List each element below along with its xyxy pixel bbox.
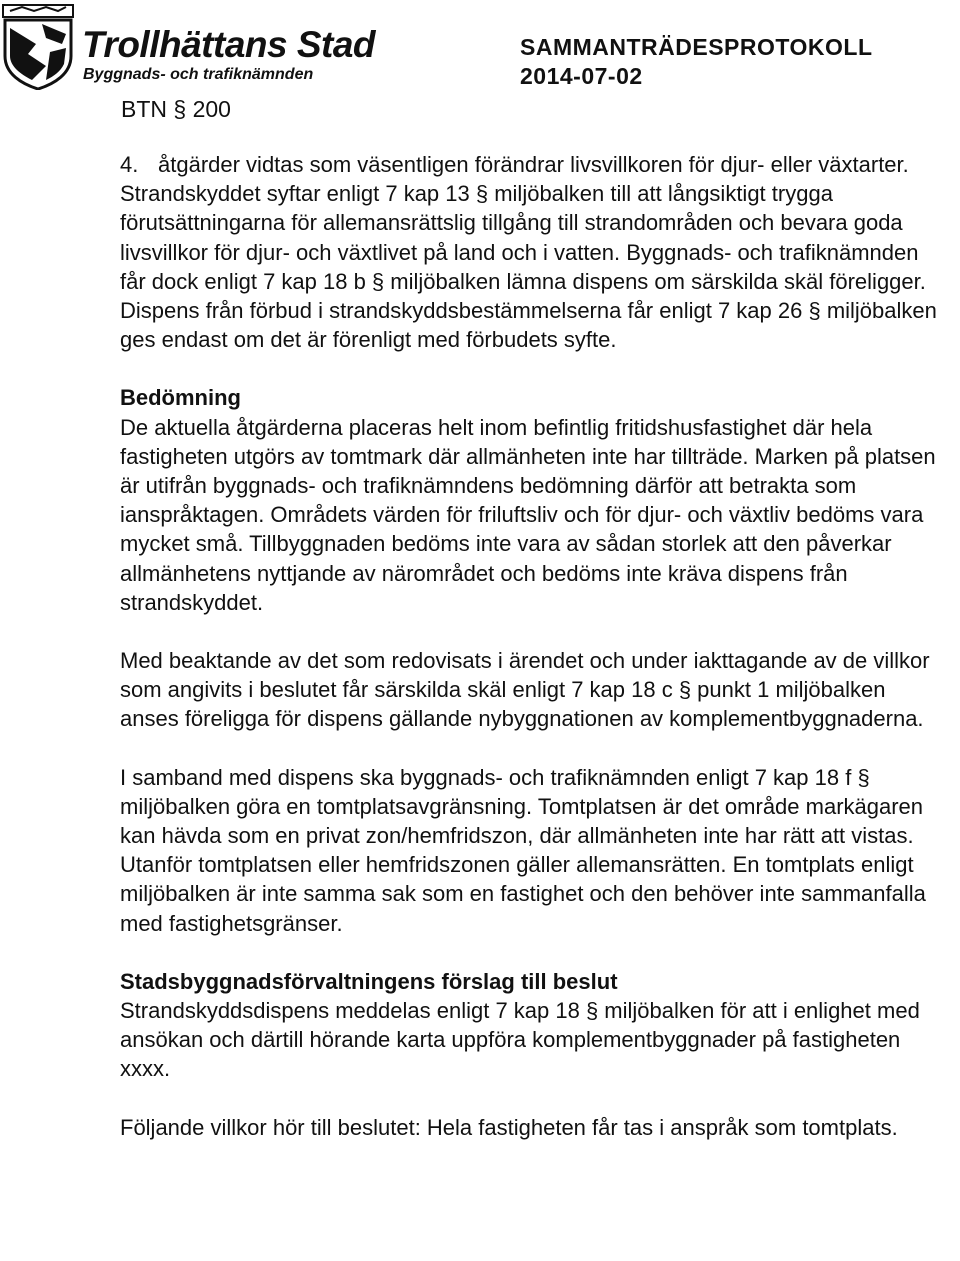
document-date: 2014-07-02 <box>520 63 643 89</box>
paragraph-strandskydd: Strandskyddet syftar enligt 7 kap 13 § miljöbalken till att långsiktigt trygga förutsättningarna för allemansrättslig tillgång till strandområden och bevara goda livsvillkor för djur- och växtlivet på land och i vatten. Byggnads- och trafiknämnden får dock enligt 7 kap 18 b § miljöbalken lämna dispens om särskilda skäl föreligger. Dispens från förbud i strandskyddsbestämmelserna får enligt 7 kap 26 § miljöbalken ges endast om det är förenligt med förbudets syfte. <box>120 181 937 353</box>
page-header <box>0 0 960 95</box>
heading-proposal: Stadsbyggnadsförvaltningens förslag till beslut <box>120 968 618 994</box>
paragraph-proposal: Strandskyddsdispens meddelas enligt 7 kap 18 § miljöbalken för att i enlighet med ansökan och därtill hörande karta uppföra komplementbyggnader på fastigheten xxxx. <box>120 998 920 1082</box>
paragraph-conditions: Följande villkor hör till beslutet: Hela fastigheten får tas i anspråk som tomtplats. <box>120 1114 898 1140</box>
organization-name: Trollhättans Stad <box>82 24 376 65</box>
paragraph-assessment: De aktuella åtgärderna placeras helt inom befintlig fritidshusfastighet där hela fastigheten utgörs av tomtmark där allmänheten inte har tillträde. Marken på platsen är utifrån byggnads- och trafiknämndens bedömning därför att betrakta som ianspråktagen. Områdets värden för friluftsliv och för djur- och växtliv bedöms vara mycket små. Tillbyggnaden bedöms inte vara av sådan storlek att den påverkar allmänhetens nyttjande av närområdet och bedöms inte kräva dispens från strandskyddet. <box>120 414 936 615</box>
document-body <box>120 150 950 1142</box>
heading-assessment: Bedömning <box>120 385 241 411</box>
paragraph-special-reasons: Med beaktande av det som redovisats i ärendet och under iakttagande av de villkor som angivits i beslutet får särskilda skäl enligt 7 kap 18 c § punkt 1 miljöbalken anses föreligga för dispens gällande nybyggnationen av komplementbyggnaderna. <box>120 648 930 732</box>
paragraph-plot-boundary: I samband med dispens ska byggnads- och trafiknämnden enligt 7 kap 18 f § miljöbalken göra en tomtplatsavgränsning. Tomtplatsen är det område markägaren kan hävda som en privat zon/hemfridszon, där allmänheten inte har rätt att vistas. Utanför tomtplatsen eller hemfridszonen gäller allemansrätten. En tomtplats enligt miljöbalken är inte samma sak som en fastighet och den behöver inte sammanfalla med fastighetsgränser. <box>120 764 926 936</box>
list-item <box>120 150 950 179</box>
list-item-text: åtgärder vidtas som väsentligen förändrar livsvillkoren för djur- eller växtarter. <box>158 152 909 177</box>
committee-name: Byggnads- och trafiknämnden <box>83 66 314 83</box>
section-reference: BTN § 200 <box>121 96 231 122</box>
list-item-number: 4. <box>120 152 139 177</box>
document-type: SAMMANTRÄDESPROTOKOLL <box>520 34 873 60</box>
municipal-crest-icon <box>2 4 74 90</box>
